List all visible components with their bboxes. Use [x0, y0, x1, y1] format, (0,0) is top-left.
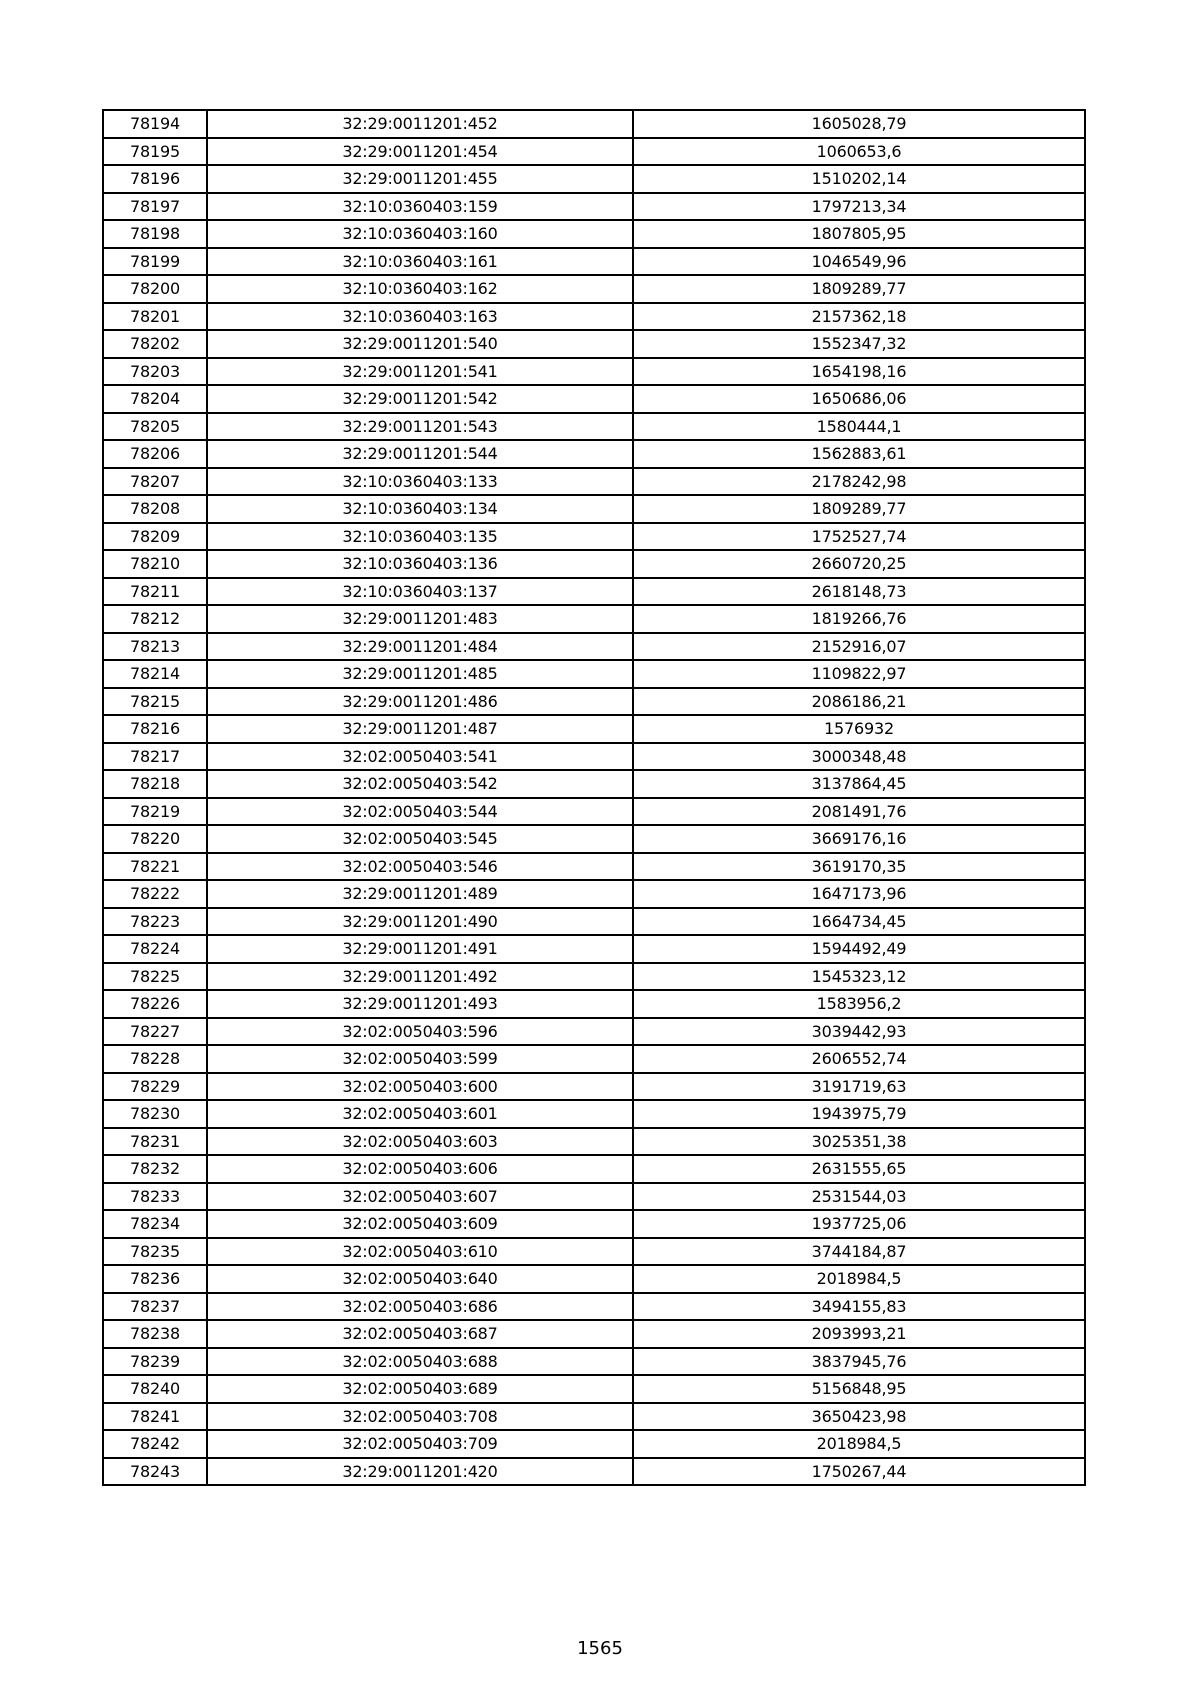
row-number-cell: 78206	[103, 440, 207, 468]
row-number-cell: 78234	[103, 1210, 207, 1238]
row-number-cell: 78212	[103, 605, 207, 633]
row-number-cell: 78236	[103, 1265, 207, 1293]
table-row	[103, 660, 1085, 688]
cadastral-number-cell: 32:29:0011201:543	[207, 413, 633, 441]
cadastral-number-cell: 32:29:0011201:493	[207, 990, 633, 1018]
cadastral-number-cell: 32:29:0011201:455	[207, 165, 633, 193]
row-number-cell: 78197	[103, 193, 207, 221]
row-number-cell: 78217	[103, 743, 207, 771]
value-cell: 1510202,14	[633, 165, 1085, 193]
row-number-cell: 78226	[103, 990, 207, 1018]
value-cell: 3039442,93	[633, 1018, 1085, 1046]
cadastral-number-cell: 32:29:0011201:490	[207, 908, 633, 936]
table-row	[103, 523, 1085, 551]
value-cell: 2606552,74	[633, 1045, 1085, 1073]
row-number-cell: 78208	[103, 495, 207, 523]
cadastral-number-cell: 32:02:0050403:687	[207, 1320, 633, 1348]
value-cell: 3619170,35	[633, 853, 1085, 881]
table-row	[103, 688, 1085, 716]
table-row	[103, 330, 1085, 358]
row-number-cell: 78220	[103, 825, 207, 853]
row-number-cell: 78215	[103, 688, 207, 716]
row-number-cell: 78218	[103, 770, 207, 798]
table-row	[103, 1073, 1085, 1101]
table-row	[103, 743, 1085, 771]
cadastral-number-cell: 32:29:0011201:492	[207, 963, 633, 991]
table-row	[103, 798, 1085, 826]
value-cell: 3837945,76	[633, 1348, 1085, 1376]
cadastral-number-cell: 32:10:0360403:159	[207, 193, 633, 221]
table-row	[103, 1403, 1085, 1431]
row-number-cell: 78237	[103, 1293, 207, 1321]
value-cell: 2157362,18	[633, 303, 1085, 331]
row-number-cell: 78235	[103, 1238, 207, 1266]
table-row	[103, 275, 1085, 303]
table-row	[103, 770, 1085, 798]
value-cell: 1664734,45	[633, 908, 1085, 936]
row-number-cell: 78194	[103, 110, 207, 138]
table-row	[103, 825, 1085, 853]
value-cell: 1580444,1	[633, 413, 1085, 441]
cadastral-number-cell: 32:02:0050403:686	[207, 1293, 633, 1321]
cadastral-number-cell: 32:10:0360403:136	[207, 550, 633, 578]
cadastral-number-cell: 32:10:0360403:134	[207, 495, 633, 523]
value-cell: 1809289,77	[633, 495, 1085, 523]
value-cell: 1807805,95	[633, 220, 1085, 248]
table-body	[103, 110, 1085, 1485]
value-cell: 2178242,98	[633, 468, 1085, 496]
cadastral-number-cell: 32:29:0011201:486	[207, 688, 633, 716]
value-cell: 3191719,63	[633, 1073, 1085, 1101]
table-row	[103, 1375, 1085, 1403]
row-number-cell: 78204	[103, 385, 207, 413]
value-cell: 2018984,5	[633, 1265, 1085, 1293]
cadastral-number-cell: 32:02:0050403:606	[207, 1155, 633, 1183]
row-number-cell: 78198	[103, 220, 207, 248]
cadastral-number-cell: 32:02:0050403:544	[207, 798, 633, 826]
value-cell: 1552347,32	[633, 330, 1085, 358]
table-row	[103, 908, 1085, 936]
table-row	[103, 550, 1085, 578]
cadastral-number-cell: 32:02:0050403:610	[207, 1238, 633, 1266]
row-number-cell: 78241	[103, 1403, 207, 1431]
cadastral-number-cell: 32:10:0360403:162	[207, 275, 633, 303]
value-cell: 3025351,38	[633, 1128, 1085, 1156]
table-row	[103, 1430, 1085, 1458]
cadastral-number-cell: 32:02:0050403:545	[207, 825, 633, 853]
table-row	[103, 1210, 1085, 1238]
row-number-cell: 78213	[103, 633, 207, 661]
cadastral-number-cell: 32:29:0011201:544	[207, 440, 633, 468]
table-row	[103, 1458, 1085, 1486]
cadastral-number-cell: 32:10:0360403:135	[207, 523, 633, 551]
value-cell: 1752527,74	[633, 523, 1085, 551]
value-cell: 2631555,65	[633, 1155, 1085, 1183]
value-cell: 1937725,06	[633, 1210, 1085, 1238]
row-number-cell: 78210	[103, 550, 207, 578]
cadastral-value-table	[102, 109, 1086, 1486]
value-cell: 2531544,03	[633, 1183, 1085, 1211]
value-cell: 1545323,12	[633, 963, 1085, 991]
table-row	[103, 1348, 1085, 1376]
value-cell: 3494155,83	[633, 1293, 1085, 1321]
cadastral-number-cell: 32:02:0050403:542	[207, 770, 633, 798]
row-number-cell: 78238	[103, 1320, 207, 1348]
cadastral-number-cell: 32:10:0360403:133	[207, 468, 633, 496]
cadastral-number-cell: 32:29:0011201:420	[207, 1458, 633, 1486]
table-row	[103, 385, 1085, 413]
table-row	[103, 440, 1085, 468]
row-number-cell: 78196	[103, 165, 207, 193]
table-row	[103, 1045, 1085, 1073]
table-row	[103, 605, 1085, 633]
row-number-cell: 78227	[103, 1018, 207, 1046]
cadastral-number-cell: 32:29:0011201:452	[207, 110, 633, 138]
row-number-cell: 78211	[103, 578, 207, 606]
value-cell: 3744184,87	[633, 1238, 1085, 1266]
row-number-cell: 78209	[103, 523, 207, 551]
table-row	[103, 1320, 1085, 1348]
row-number-cell: 78233	[103, 1183, 207, 1211]
table-row	[103, 138, 1085, 166]
table-row	[103, 1128, 1085, 1156]
value-cell: 3000348,48	[633, 743, 1085, 771]
value-cell: 1750267,44	[633, 1458, 1085, 1486]
cadastral-number-cell: 32:02:0050403:596	[207, 1018, 633, 1046]
table-row	[103, 165, 1085, 193]
value-cell: 1060653,6	[633, 138, 1085, 166]
row-number-cell: 78202	[103, 330, 207, 358]
row-number-cell: 78229	[103, 1073, 207, 1101]
cadastral-number-cell: 32:29:0011201:489	[207, 880, 633, 908]
row-number-cell: 78200	[103, 275, 207, 303]
table-row	[103, 110, 1085, 138]
table-row	[103, 633, 1085, 661]
value-cell: 1819266,76	[633, 605, 1085, 633]
table-row	[103, 578, 1085, 606]
cadastral-number-cell: 32:02:0050403:599	[207, 1045, 633, 1073]
table-row	[103, 853, 1085, 881]
table-row	[103, 935, 1085, 963]
cadastral-number-cell: 32:29:0011201:483	[207, 605, 633, 633]
row-number-cell: 78232	[103, 1155, 207, 1183]
value-cell: 2081491,76	[633, 798, 1085, 826]
table-row	[103, 220, 1085, 248]
table-row	[103, 1018, 1085, 1046]
table-row	[103, 963, 1085, 991]
value-cell: 3650423,98	[633, 1403, 1085, 1431]
cadastral-number-cell: 32:02:0050403:689	[207, 1375, 633, 1403]
table-row	[103, 358, 1085, 386]
value-cell: 2152916,07	[633, 633, 1085, 661]
value-cell: 1605028,79	[633, 110, 1085, 138]
cadastral-number-cell: 32:29:0011201:541	[207, 358, 633, 386]
table-row	[103, 1155, 1085, 1183]
value-cell: 2086186,21	[633, 688, 1085, 716]
table-row	[103, 193, 1085, 221]
row-number-cell: 78242	[103, 1430, 207, 1458]
cadastral-number-cell: 32:02:0050403:541	[207, 743, 633, 771]
cadastral-number-cell: 32:02:0050403:609	[207, 1210, 633, 1238]
value-cell: 2018984,5	[633, 1430, 1085, 1458]
value-cell: 1576932	[633, 715, 1085, 743]
row-number-cell: 78228	[103, 1045, 207, 1073]
page-number: 1565	[577, 1638, 623, 1659]
table-row	[103, 248, 1085, 276]
row-number-cell: 78216	[103, 715, 207, 743]
value-cell: 1650686,06	[633, 385, 1085, 413]
row-number-cell: 78230	[103, 1100, 207, 1128]
cadastral-number-cell: 32:10:0360403:137	[207, 578, 633, 606]
cadastral-number-cell: 32:10:0360403:160	[207, 220, 633, 248]
cadastral-number-cell: 32:10:0360403:161	[207, 248, 633, 276]
row-number-cell: 78224	[103, 935, 207, 963]
row-number-cell: 78219	[103, 798, 207, 826]
cadastral-number-cell: 32:02:0050403:603	[207, 1128, 633, 1156]
table-row	[103, 1265, 1085, 1293]
value-cell: 3669176,16	[633, 825, 1085, 853]
table-row	[103, 1293, 1085, 1321]
value-cell: 1943975,79	[633, 1100, 1085, 1128]
row-number-cell: 78205	[103, 413, 207, 441]
row-number-cell: 78240	[103, 1375, 207, 1403]
table-row	[103, 1238, 1085, 1266]
row-number-cell: 78195	[103, 138, 207, 166]
value-cell: 2618148,73	[633, 578, 1085, 606]
table-row	[103, 715, 1085, 743]
value-cell: 1809289,77	[633, 275, 1085, 303]
cadastral-number-cell: 32:02:0050403:607	[207, 1183, 633, 1211]
cadastral-number-cell: 32:29:0011201:540	[207, 330, 633, 358]
row-number-cell: 78199	[103, 248, 207, 276]
table-row	[103, 1100, 1085, 1128]
value-cell: 1797213,34	[633, 193, 1085, 221]
value-cell: 3137864,45	[633, 770, 1085, 798]
value-cell: 1654198,16	[633, 358, 1085, 386]
table-row	[103, 303, 1085, 331]
table-row	[103, 495, 1085, 523]
value-cell: 1046549,96	[633, 248, 1085, 276]
cadastral-number-cell: 32:02:0050403:709	[207, 1430, 633, 1458]
row-number-cell: 78207	[103, 468, 207, 496]
cadastral-number-cell: 32:29:0011201:454	[207, 138, 633, 166]
row-number-cell: 78231	[103, 1128, 207, 1156]
cadastral-number-cell: 32:29:0011201:487	[207, 715, 633, 743]
value-cell: 2660720,25	[633, 550, 1085, 578]
cadastral-number-cell: 32:02:0050403:546	[207, 853, 633, 881]
row-number-cell: 78225	[103, 963, 207, 991]
row-number-cell: 78203	[103, 358, 207, 386]
value-cell: 1109822,97	[633, 660, 1085, 688]
table-row	[103, 1183, 1085, 1211]
row-number-cell: 78243	[103, 1458, 207, 1486]
cadastral-number-cell: 32:02:0050403:708	[207, 1403, 633, 1431]
cadastral-number-cell: 32:29:0011201:484	[207, 633, 633, 661]
row-number-cell: 78223	[103, 908, 207, 936]
table-row	[103, 880, 1085, 908]
cadastral-number-cell: 32:29:0011201:542	[207, 385, 633, 413]
row-number-cell: 78201	[103, 303, 207, 331]
value-cell: 1594492,49	[633, 935, 1085, 963]
cadastral-number-cell: 32:29:0011201:485	[207, 660, 633, 688]
row-number-cell: 78221	[103, 853, 207, 881]
cadastral-number-cell: 32:02:0050403:688	[207, 1348, 633, 1376]
table-row	[103, 990, 1085, 1018]
cadastral-number-cell: 32:29:0011201:491	[207, 935, 633, 963]
cadastral-number-cell: 32:02:0050403:600	[207, 1073, 633, 1101]
value-cell: 1647173,96	[633, 880, 1085, 908]
value-cell: 1583956,2	[633, 990, 1085, 1018]
table-row	[103, 468, 1085, 496]
value-cell: 1562883,61	[633, 440, 1085, 468]
value-cell: 5156848,95	[633, 1375, 1085, 1403]
cadastral-number-cell: 32:02:0050403:601	[207, 1100, 633, 1128]
value-cell: 2093993,21	[633, 1320, 1085, 1348]
cadastral-number-cell: 32:10:0360403:163	[207, 303, 633, 331]
row-number-cell: 78222	[103, 880, 207, 908]
table-row	[103, 413, 1085, 441]
cadastral-number-cell: 32:02:0050403:640	[207, 1265, 633, 1293]
row-number-cell: 78214	[103, 660, 207, 688]
row-number-cell: 78239	[103, 1348, 207, 1376]
